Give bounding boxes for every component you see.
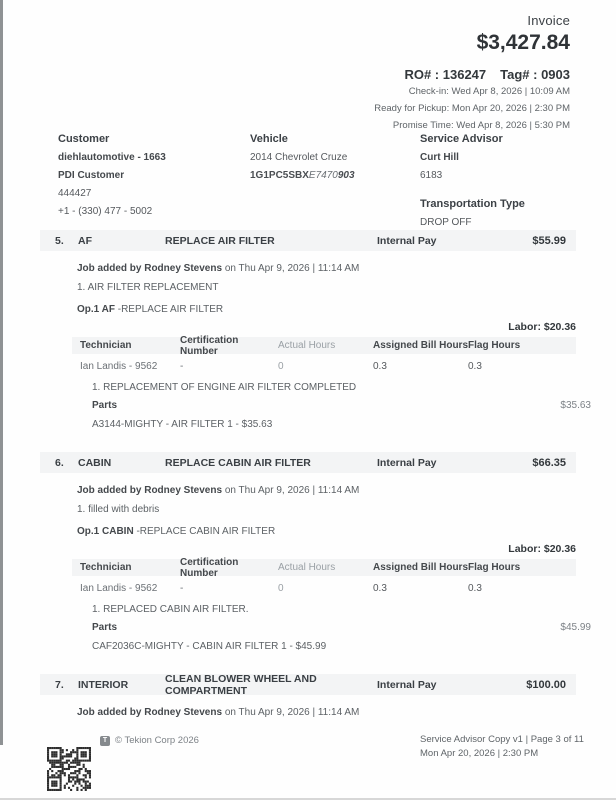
jobs-section	[40, 230, 591, 740]
col-actual-hours: Actual Hours	[278, 562, 336, 573]
job-title: CLEAN BLOWER WHEEL AND COMPARTMENT	[165, 672, 317, 697]
service-advisor-label: Service Advisor	[420, 133, 503, 145]
job-title: REPLACE AIR FILTER	[165, 234, 275, 247]
col-certification-number: Certification Number	[180, 556, 239, 579]
col-technician: Technician	[80, 562, 132, 573]
job-number: 6.	[55, 456, 64, 469]
vin-mid: E7470	[308, 170, 338, 181]
customer-type: PDI Customer	[58, 170, 125, 181]
part-line: A3144-MIGHTY - AIR FILTER 1 - $35.63	[92, 419, 273, 430]
parts-total: $35.63	[560, 400, 591, 411]
service-advisor-number: 6183	[420, 170, 443, 181]
job-price: $55.99	[532, 234, 566, 247]
parts-label: Parts	[92, 400, 118, 411]
vehicle-model: 2014 Chevrolet Cruze	[250, 152, 348, 163]
transportation-type-value: DROP OFF	[420, 217, 472, 228]
technician-table	[72, 334, 576, 378]
job-title: REPLACE CABIN AIR FILTER	[165, 456, 311, 469]
checkin-time: Check-in: Wed Apr 8, 2026 | 10:09 AM	[408, 86, 570, 97]
job-note: 1. filled with debris	[77, 504, 160, 515]
customer-block	[58, 133, 238, 223]
technician-note: 1. REPLACED CABIN AIR FILTER.	[92, 604, 249, 615]
technician-note: 1. REPLACEMENT OF ENGINE AIR FILTER COMPLETED	[92, 382, 357, 393]
job-code: AF	[78, 234, 92, 247]
actual-hours: 0	[278, 582, 284, 594]
labor-amount: Labor: $20.36	[508, 543, 576, 555]
col-technician: Technician	[80, 340, 132, 351]
service-advisor-block	[420, 133, 585, 234]
job-header-row	[40, 230, 576, 251]
vin-start: 1G1PC5SBX	[250, 170, 309, 181]
parts-label: Parts	[92, 622, 118, 633]
col-flag-hours: Flag Hours	[468, 562, 521, 573]
transportation-type-label: Transportation Type	[420, 198, 525, 210]
technician-table-header	[72, 556, 576, 579]
job-price: $100.00	[526, 678, 566, 691]
ro-number: RO# : 136247	[404, 67, 487, 82]
technician-row	[72, 354, 576, 378]
invoice-label: Invoice	[527, 13, 570, 28]
job-number: 5.	[55, 234, 64, 247]
technician-name: Ian Landis - 9562	[80, 582, 158, 594]
parts-total: $45.99	[560, 622, 591, 633]
col-actual-hours: Actual Hours	[278, 340, 336, 351]
assigned-bill-hours: 0.3	[373, 360, 387, 372]
tag-number: Tag# : 0903	[500, 67, 570, 82]
technician-row	[72, 576, 576, 600]
job-added-line: Job added by Rodney Stevens on Thu Apr 9, 2026 | 11:14 AM	[77, 263, 360, 274]
col-assigned-bill-hours: Assigned Bill Hours	[373, 340, 469, 351]
copy-version-page: Service Advisor Copy v1 | Page 3 of 11	[420, 734, 584, 745]
job-added-line: Job added by Rodney Stevens on Thu Apr 9, 2026 | 11:14 AM	[77, 485, 360, 496]
job-op-line: Op.1 AF -REPLACE AIR FILTER	[77, 304, 224, 315]
parts-row	[92, 400, 591, 411]
promise-time: Promise Time: Wed Apr 8, 2026 | 5:30 PM	[392, 119, 570, 131]
invoice-header	[374, 13, 570, 132]
job-header-row	[40, 452, 576, 473]
vehicle-vin	[250, 169, 415, 182]
job-code: INTERIOR	[78, 678, 129, 691]
job-op-line: Op.1 CABIN -REPLACE CABIN AIR FILTER	[77, 526, 276, 537]
job-code: CABIN	[78, 456, 112, 469]
technician-table-header	[72, 334, 576, 357]
customer-label: Customer	[58, 133, 110, 145]
ready-for-pickup-time: Ready for Pickup: Mon Apr 20, 2026 | 2:30 PM	[374, 102, 570, 114]
printed-datetime: Mon Apr 20, 2026 | 2:30 PM	[420, 748, 539, 760]
job-note: 1. AIR FILTER REPLACEMENT	[77, 282, 219, 293]
technician-table	[72, 556, 576, 600]
part-line: CAF2036C-MIGHTY - CABIN AIR FILTER 1 - $45.99	[92, 641, 327, 652]
technician-name: Ian Landis - 9562	[80, 360, 158, 372]
footer-page-info	[420, 733, 584, 762]
vehicle-block	[250, 133, 415, 187]
job-pay-type: Internal Pay	[377, 456, 437, 469]
col-certification-number: Certification Number	[180, 334, 239, 357]
ro-tag-line	[374, 67, 570, 82]
flag-hours: 0.3	[468, 360, 482, 372]
job-price: $66.35	[532, 456, 566, 469]
service-advisor-name: Curt Hill	[420, 152, 459, 163]
job-7-interior	[40, 674, 576, 718]
customer-phone: +1 - (330) 477 - 5002	[58, 206, 153, 217]
vehicle-label: Vehicle	[250, 133, 288, 145]
col-assigned-bill-hours: Assigned Bill Hours	[373, 562, 469, 573]
job-number: 7.	[55, 678, 64, 691]
job-header-row	[40, 674, 576, 695]
actual-hours: 0	[278, 360, 284, 372]
footer-brand	[100, 735, 199, 746]
job-5-af	[40, 230, 591, 430]
certification-number: -	[180, 582, 184, 594]
invoice-total: $3,427.84	[476, 31, 570, 54]
job-added-line: Job added by Rodney Stevens on Thu Apr 9, 2026 | 11:14 AM	[77, 707, 360, 718]
flag-hours: 0.3	[468, 582, 482, 594]
vin-end: 903	[337, 170, 355, 181]
qr-code	[47, 747, 91, 791]
job-6-cabin	[40, 452, 591, 652]
customer-number: 444427	[58, 188, 92, 199]
copyright-text: © Tekion Corp 2026	[115, 735, 199, 746]
certification-number: -	[180, 360, 184, 372]
job-pay-type: Internal Pay	[377, 234, 437, 247]
parts-row	[92, 622, 591, 633]
tekion-logo-icon: T	[100, 736, 110, 746]
assigned-bill-hours: 0.3	[373, 582, 387, 594]
job-pay-type: Internal Pay	[377, 678, 437, 691]
customer-name: diehlautomotive - 1663	[58, 152, 166, 163]
scan-artifact-left	[0, 0, 3, 745]
labor-amount: Labor: $20.36	[508, 321, 576, 333]
col-flag-hours: Flag Hours	[468, 340, 521, 351]
